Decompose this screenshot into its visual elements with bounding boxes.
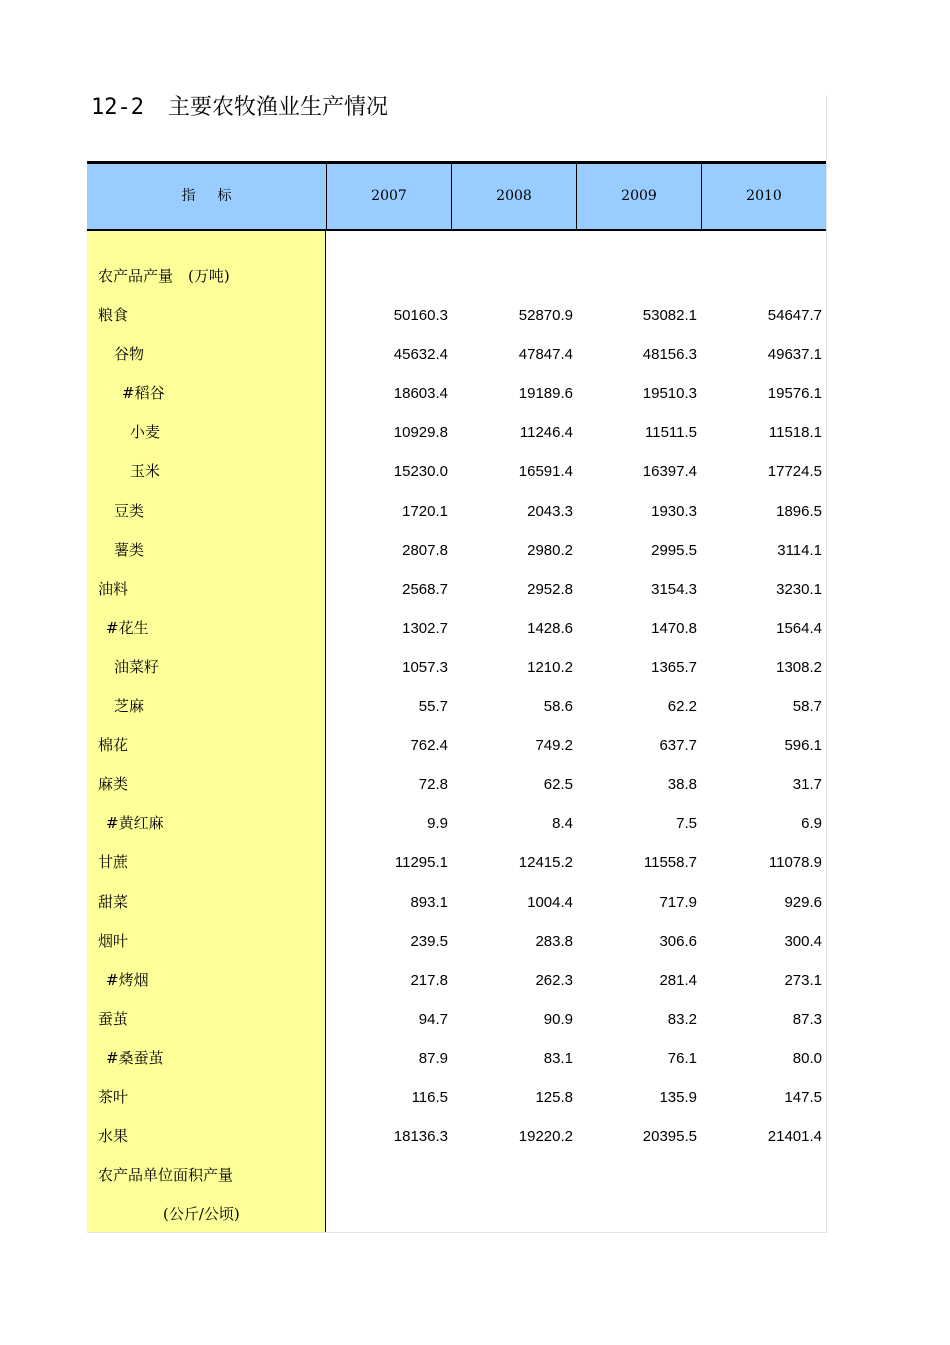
value-cell-2008: 2952.8 bbox=[527, 580, 573, 598]
value-cell-2009: 1365.7 bbox=[651, 658, 697, 676]
value-cell-2007: 18603.4 bbox=[393, 385, 448, 403]
row-label: #稻谷 bbox=[122, 384, 165, 403]
value-cell-2007: 239.5 bbox=[410, 932, 448, 950]
table-row bbox=[87, 1078, 826, 1117]
value-cell-2009: 1930.3 bbox=[651, 502, 697, 520]
row-label: 薯类 bbox=[114, 540, 145, 559]
table-row bbox=[87, 843, 826, 882]
value-cell-2009: 53082.1 bbox=[642, 307, 697, 325]
value-cell-2008: 283.8 bbox=[535, 932, 573, 950]
row-label: 玉米 bbox=[130, 462, 161, 481]
table-row bbox=[87, 726, 826, 765]
table-row bbox=[87, 804, 826, 843]
value-cell-2010: 11518.1 bbox=[768, 424, 822, 442]
value-cell-2007: 11295.1 bbox=[394, 854, 448, 872]
table-body bbox=[87, 257, 826, 1234]
value-cell-2009: 717.9 bbox=[659, 893, 697, 911]
value-cell-2009: 20395.5 bbox=[642, 1128, 697, 1146]
value-cell-2010: 1896.5 bbox=[776, 502, 822, 520]
value-cell-2010: 11078.9 bbox=[768, 854, 822, 872]
value-cell-2009: 3154.3 bbox=[651, 580, 697, 598]
value-cell-2007: 9.9 bbox=[427, 815, 448, 833]
value-cell-2010: 54647.7 bbox=[767, 307, 822, 325]
table-row bbox=[87, 570, 826, 609]
table-title-text: 主要农牧渔业生产情况 bbox=[167, 95, 388, 120]
table-row bbox=[87, 1039, 826, 1078]
value-cell-2008: 749.2 bbox=[535, 737, 573, 755]
value-cell-2010: 87.3 bbox=[792, 1010, 822, 1028]
row-label: #花生 bbox=[106, 618, 149, 637]
table-row bbox=[87, 531, 826, 570]
value-cell-2008: 12415.2 bbox=[518, 854, 573, 872]
row-label: 豆类 bbox=[114, 501, 145, 520]
value-cell-2008: 19189.6 bbox=[518, 385, 573, 403]
header-year-2009: 2009 bbox=[576, 164, 701, 229]
table-row bbox=[87, 413, 826, 452]
value-cell-2009: 19510.3 bbox=[642, 385, 697, 403]
value-cell-2008: 58.6 bbox=[543, 698, 573, 716]
value-cell-2010: 1564.4 bbox=[776, 619, 822, 637]
row-label: 麻类 bbox=[98, 775, 129, 794]
value-cell-2009: 281.4 bbox=[659, 971, 697, 989]
header-year-2008: 2008 bbox=[451, 164, 576, 229]
row-label: 蚕茧 bbox=[98, 1009, 129, 1028]
table-row bbox=[87, 374, 826, 413]
value-cell-2010: 3114.1 bbox=[777, 541, 822, 559]
table-row bbox=[87, 1195, 826, 1234]
value-cell-2010: 3230.1 bbox=[776, 580, 822, 598]
value-cell-2007: 15230.0 bbox=[393, 463, 448, 481]
row-label: 农产品产量 (万吨) bbox=[98, 267, 230, 285]
value-cell-2009: 76.1 bbox=[667, 1049, 697, 1067]
row-label: 茶叶 bbox=[98, 1087, 129, 1106]
value-cell-2008: 11246.4 bbox=[519, 424, 573, 442]
row-label: 小麦 bbox=[130, 423, 161, 442]
value-cell-2009: 2995.5 bbox=[651, 541, 697, 559]
row-label: 粮食 bbox=[98, 306, 129, 325]
statistics-sheet bbox=[87, 95, 827, 1233]
table-row bbox=[87, 1156, 826, 1195]
row-label: #黄红麻 bbox=[106, 814, 164, 833]
value-cell-2007: 94.7 bbox=[418, 1010, 448, 1028]
value-cell-2007: 50160.3 bbox=[393, 307, 448, 325]
value-cell-2008: 47847.4 bbox=[518, 346, 573, 364]
row-label: 棉花 bbox=[98, 736, 129, 755]
value-cell-2010: 300.4 bbox=[784, 932, 822, 950]
value-cell-2008: 125.8 bbox=[535, 1088, 573, 1106]
value-cell-2007: 10929.8 bbox=[393, 424, 448, 442]
value-cell-2010: 6.9 bbox=[801, 815, 822, 833]
table-row bbox=[87, 296, 826, 335]
value-cell-2010: 21401.4 bbox=[767, 1128, 822, 1146]
table-row bbox=[87, 257, 826, 296]
value-cell-2009: 62.2 bbox=[667, 698, 697, 716]
value-cell-2010: 596.1 bbox=[784, 737, 822, 755]
value-cell-2008: 262.3 bbox=[535, 971, 573, 989]
value-cell-2008: 2980.2 bbox=[527, 541, 573, 559]
value-cell-2010: 273.1 bbox=[784, 971, 822, 989]
table-row bbox=[87, 335, 826, 374]
value-cell-2010: 147.5 bbox=[784, 1088, 822, 1106]
row-label: 水果 bbox=[98, 1127, 129, 1146]
value-cell-2010: 1308.2 bbox=[776, 658, 822, 676]
value-cell-2008: 16591.4 bbox=[518, 463, 573, 481]
table-row bbox=[87, 961, 826, 1000]
row-label: 甘蔗 bbox=[98, 853, 129, 872]
row-label: 油菜籽 bbox=[114, 657, 160, 676]
row-label: (公斤/公顷) bbox=[163, 1205, 240, 1224]
row-label: #烤烟 bbox=[106, 970, 149, 989]
value-cell-2008: 90.9 bbox=[543, 1010, 573, 1028]
row-label: 烟叶 bbox=[98, 931, 129, 950]
table-row bbox=[87, 765, 826, 804]
table-row bbox=[87, 1117, 826, 1156]
value-cell-2008: 8.4 bbox=[552, 815, 573, 833]
value-cell-2008: 19220.2 bbox=[518, 1128, 573, 1146]
value-cell-2008: 2043.3 bbox=[527, 502, 573, 520]
value-cell-2010: 31.7 bbox=[792, 776, 822, 794]
value-cell-2009: 7.5 bbox=[676, 815, 697, 833]
table-row bbox=[87, 452, 826, 491]
value-cell-2008: 62.5 bbox=[543, 776, 573, 794]
value-cell-2010: 58.7 bbox=[792, 698, 822, 716]
value-cell-2009: 83.2 bbox=[667, 1010, 697, 1028]
value-cell-2008: 83.1 bbox=[543, 1049, 573, 1067]
value-cell-2009: 637.7 bbox=[659, 737, 697, 755]
value-cell-2009: 48156.3 bbox=[642, 346, 697, 364]
row-label: 甜菜 bbox=[98, 892, 129, 911]
value-cell-2007: 72.8 bbox=[418, 776, 448, 794]
value-cell-2008: 1004.4 bbox=[527, 893, 573, 911]
value-cell-2008: 1210.2 bbox=[527, 658, 573, 676]
header-indicator: 指标 bbox=[181, 188, 254, 204]
value-cell-2007: 2568.7 bbox=[402, 580, 448, 598]
value-cell-2009: 16397.4 bbox=[642, 463, 697, 481]
table-row bbox=[87, 687, 826, 726]
row-label: 谷物 bbox=[114, 345, 145, 364]
value-cell-2010: 49637.1 bbox=[767, 346, 822, 364]
header-year-2010: 2010 bbox=[701, 164, 826, 229]
value-cell-2007: 1302.7 bbox=[402, 619, 448, 637]
table-row bbox=[87, 922, 826, 961]
value-cell-2009: 1470.8 bbox=[651, 619, 697, 637]
table-title bbox=[91, 95, 388, 121]
value-cell-2007: 45632.4 bbox=[393, 346, 448, 364]
value-cell-2010: 19576.1 bbox=[767, 385, 822, 403]
value-cell-2007: 87.9 bbox=[418, 1049, 448, 1067]
value-cell-2007: 217.8 bbox=[410, 971, 448, 989]
table-row bbox=[87, 609, 826, 648]
table-row bbox=[87, 1000, 826, 1039]
table-row bbox=[87, 883, 826, 922]
value-cell-2007: 2807.8 bbox=[402, 541, 448, 559]
value-cell-2007: 893.1 bbox=[410, 893, 448, 911]
value-cell-2010: 929.6 bbox=[784, 893, 822, 911]
value-cell-2009: 11511.5 bbox=[645, 424, 697, 442]
value-cell-2009: 11558.7 bbox=[643, 854, 697, 872]
value-cell-2009: 38.8 bbox=[667, 776, 697, 794]
table-number: 12-2 bbox=[91, 95, 144, 120]
value-cell-2008: 52870.9 bbox=[518, 307, 573, 325]
row-label: 油料 bbox=[98, 579, 129, 598]
value-cell-2010: 17724.5 bbox=[767, 463, 822, 481]
value-cell-2009: 306.6 bbox=[659, 932, 697, 950]
value-cell-2007: 55.7 bbox=[418, 698, 448, 716]
row-label: 农产品单位面积产量 bbox=[98, 1166, 234, 1185]
table-row bbox=[87, 648, 826, 687]
header-year-2007: 2007 bbox=[326, 164, 451, 229]
table-row bbox=[87, 492, 826, 531]
value-cell-2007: 1057.3 bbox=[402, 658, 448, 676]
value-cell-2007: 116.5 bbox=[411, 1088, 448, 1106]
value-cell-2008: 1428.6 bbox=[527, 619, 573, 637]
value-cell-2007: 1720.1 bbox=[402, 502, 448, 520]
value-cell-2007: 18136.3 bbox=[393, 1128, 448, 1146]
row-label: #桑蚕茧 bbox=[106, 1048, 164, 1067]
value-cell-2007: 762.4 bbox=[410, 737, 448, 755]
row-label: 芝麻 bbox=[114, 697, 145, 716]
value-cell-2009: 135.9 bbox=[659, 1088, 697, 1106]
table-header bbox=[87, 164, 826, 229]
value-cell-2010: 80.0 bbox=[792, 1049, 822, 1067]
